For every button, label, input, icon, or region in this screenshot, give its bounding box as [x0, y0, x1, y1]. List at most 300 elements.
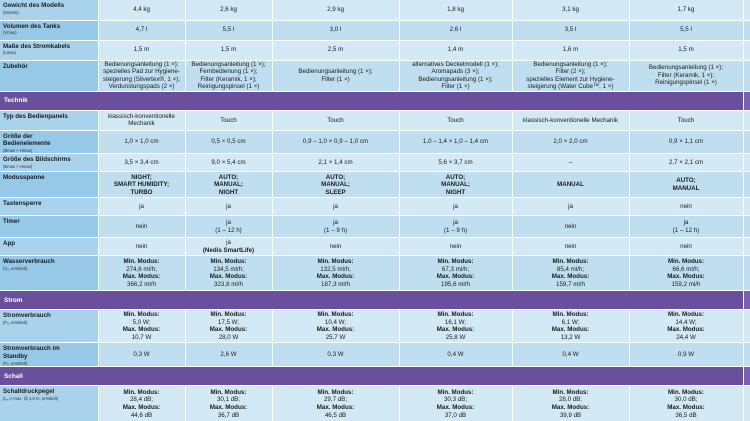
cell-text-line: 3,1 kg: [562, 5, 579, 13]
table-cell: [272, 238, 399, 256]
table-cell: [98, 154, 185, 172]
cell-text-line: Min. Modus:: [210, 388, 247, 396]
cell-text-line: 1,0 × 1,0 cm: [124, 138, 159, 146]
table-cell: [185, 60, 272, 91]
cell-text-line: 5,5 l: [680, 26, 692, 34]
cell-text-line: Größe der: [3, 132, 33, 140]
cell-text-line: 29,7 dB;: [323, 396, 348, 404]
cell-text-line: 2,6 l: [449, 26, 462, 34]
cell-text-line: 1,8 kg: [447, 5, 464, 13]
cell-text-line: Min. Modus:: [437, 388, 474, 396]
row-label-text: [3, 23, 60, 30]
right-edge-cell: [743, 343, 750, 367]
row-label: [0, 60, 98, 91]
table-cell: [272, 60, 399, 91]
table-row: [0, 238, 750, 256]
cell-text-line: steigerung (Water Cube™, 1 ×): [527, 83, 614, 91]
cell-text-line: Max. Modus:: [551, 273, 590, 281]
table-cell: [629, 198, 743, 216]
table-row: [0, 110, 750, 130]
table-cell: [629, 40, 743, 60]
table-cell: [512, 110, 629, 130]
row-label: [0, 40, 98, 60]
table-cell: [629, 110, 743, 130]
table-cell: [629, 310, 743, 343]
cell-text-line: 1,5 m: [220, 46, 237, 54]
cell-text-line: ja: [683, 219, 689, 227]
table-cell: [272, 154, 399, 172]
table-cell: [272, 110, 399, 130]
row-label: [0, 238, 98, 256]
section-title: Strom: [0, 291, 743, 310]
table-cell: [629, 154, 743, 172]
row-label: [0, 20, 98, 40]
cell-text-line: 274,6 ml/h;: [126, 265, 157, 273]
cell-text-line: nein: [680, 243, 692, 251]
cell-text-line: 2,1 × 1,4 cm: [318, 159, 353, 167]
row-label: [0, 0, 98, 20]
cell-text-line: 3,0 l: [329, 26, 342, 34]
cell-text-line: Min. Modus:: [552, 311, 589, 319]
table-cell: [98, 386, 185, 421]
table-row: [0, 20, 750, 40]
table-cell: [512, 130, 629, 154]
table-cell: [98, 60, 185, 91]
cell-text-line: 85,4 ml/h;: [556, 265, 585, 273]
row-label-unit: (Bmax × Hmax): [3, 164, 33, 170]
table-cell: [98, 343, 185, 367]
cell-text-line: 0,4 W: [447, 351, 464, 359]
cell-text-line: Min. Modus:: [437, 258, 474, 266]
cell-text-line: Max. Modus:: [667, 403, 705, 411]
table-cell: [272, 198, 399, 216]
row-label: [0, 386, 98, 421]
cell-text-line: steigerung (Silvertex®, 1 ×);: [103, 75, 180, 83]
row-label: [0, 310, 98, 343]
table-cell: [98, 40, 185, 60]
cell-text-line: Aromapads (3 ×);: [431, 68, 480, 76]
cell-text-line: Min. Modus:: [210, 311, 247, 319]
cell-text-line: Zubehör: [3, 62, 28, 70]
table-row: [0, 172, 750, 198]
table-cell: [272, 130, 399, 154]
cell-text-line: Mechanik: [128, 120, 155, 128]
table-cell: [629, 0, 743, 20]
cell-text-line: Reinigungspinsel (1 ×): [197, 83, 260, 91]
table-row: [0, 256, 750, 291]
cell-text-line: MANUAL;: [214, 181, 243, 189]
cell-text-line: ja: [226, 203, 231, 211]
right-edge-cell: [743, 0, 750, 20]
right-edge-cell: [743, 238, 750, 256]
table-cell: [185, 154, 272, 172]
cell-text-line: App: [3, 240, 16, 248]
table-cell: [512, 238, 629, 256]
cell-text-line: Bedienelemente: [3, 140, 51, 148]
table-cell: [399, 20, 512, 40]
cell-text-line: 10,7 W: [131, 334, 152, 342]
table-cell: [272, 172, 399, 198]
cell-text-line: spezielles Element zur Hygiene-: [526, 75, 615, 83]
right-edge-cell: [743, 130, 750, 154]
cell-text-line: Modusspanne: [3, 174, 45, 182]
cell-text-line: 0,9 × 1,1 cm: [668, 138, 704, 146]
cell-text-line: (1 – 9 h): [443, 226, 468, 234]
row-label-unit: (Pₒ, ermittelt): [3, 320, 28, 326]
cell-text-line: SMART HUMIDITY;: [113, 181, 170, 189]
table-cell: [629, 343, 743, 367]
cell-text-line: 28,0 W: [218, 334, 239, 342]
row-label-text: [3, 258, 55, 265]
table-cell: [272, 386, 399, 421]
right-edge-cell: [743, 154, 750, 172]
row-label-text: [3, 63, 28, 70]
cell-text-line: 13,2 W: [560, 334, 581, 342]
table-cell: [512, 343, 629, 367]
right-edge-cell: [743, 310, 750, 343]
table-cell: [512, 0, 629, 20]
section-header-row: [0, 367, 750, 386]
cell-text-line: Max. Modus:: [316, 273, 355, 281]
row-label: [0, 130, 98, 154]
row-label-text: [3, 218, 20, 225]
cell-text-line: Min. Modus:: [317, 311, 354, 319]
section-title: Technik: [0, 91, 743, 110]
right-edge-cell: [743, 256, 750, 291]
cell-text-line: TURBO: [130, 188, 153, 196]
row-label-text: [3, 174, 45, 181]
table-cell: [272, 310, 399, 343]
section-header-row: [0, 291, 750, 310]
cell-text-line: AUTO;: [445, 173, 466, 181]
right-edge-cell: [743, 20, 750, 40]
table-cell: [185, 40, 272, 60]
row-label-text: [3, 388, 54, 395]
cell-text-line: nein: [135, 223, 148, 231]
cell-text-line: spezielles Pad zur Hygiene-: [103, 68, 180, 76]
cell-text-line: Min. Modus:: [317, 258, 354, 266]
table-cell: [512, 198, 629, 216]
table-cell: [98, 172, 185, 198]
cell-text-line: ja: [568, 203, 573, 211]
table-cell: [185, 343, 272, 367]
table-cell: [512, 172, 629, 198]
cell-text-line: Touch: [220, 116, 237, 124]
cell-text-line: Min. Modus:: [123, 311, 160, 319]
cell-text-line: nein: [564, 243, 577, 251]
cell-text-line: Min. Modus:: [667, 388, 705, 396]
cell-text-line: Volumen des Tanks: [3, 22, 61, 30]
cell-text-line: (1 – 9 h): [323, 226, 348, 234]
cell-text-line: Max. Modus:: [209, 273, 248, 281]
cell-text-line: 25,7 W: [325, 334, 346, 342]
cell-text-line: Max. Modus:: [436, 326, 475, 334]
cell-text-line: 159,7 ml/h: [556, 281, 585, 289]
cell-text-line: 5,6 × 3,7 cm: [438, 159, 473, 167]
table-cell: [98, 198, 185, 216]
table-cell: [272, 343, 399, 367]
row-label: [0, 110, 98, 130]
cell-text-line: 1,5 m: [678, 46, 694, 54]
row-label-unit: (Lmax): [3, 50, 17, 56]
cell-text-line: 39,9 dB: [559, 411, 582, 419]
cell-text-line: Verdunstungspads (2 ×): [108, 83, 175, 91]
cell-text-line: NIGHT: [218, 188, 239, 196]
cell-text-line: nein: [564, 223, 577, 231]
right-edge-cell: [743, 216, 750, 238]
row-label-text: [3, 133, 50, 148]
cell-text-line: 36,7 dB: [217, 411, 240, 419]
cell-text-line: ja: [453, 203, 458, 211]
cell-text-line: Min. Modus:: [210, 258, 247, 266]
cell-text-line: 30,0 dB;: [674, 396, 698, 404]
table-cell: [512, 40, 629, 60]
cell-text-line: Max. Modus:: [209, 326, 248, 334]
cell-text-line: AUTO;: [676, 177, 696, 185]
section-header-row: [0, 91, 750, 110]
cell-text-line: Tastensperre: [3, 200, 42, 208]
row-label-text: [3, 43, 70, 50]
cell-text-line: 0,3 W: [133, 351, 150, 359]
cell-text-line: Wasserverbrauch: [3, 258, 55, 266]
table-cell: [629, 130, 743, 154]
row-label: [0, 216, 98, 238]
cell-text-line: 30,1 dB;: [216, 396, 241, 404]
row-label-text: [3, 312, 51, 319]
table-row: [0, 130, 750, 154]
section-title: Schall: [0, 367, 743, 386]
row-label-text: [3, 200, 41, 207]
cell-text-line: 24,4 W: [676, 334, 696, 342]
cell-text-line: Stromverbrauch: [3, 312, 51, 320]
cell-text-line: 323,8 ml/h: [214, 281, 243, 289]
cell-text-line: 28,0 dB;: [558, 396, 583, 404]
table-cell: [185, 386, 272, 421]
cell-text-line: Max. Modus:: [122, 326, 161, 334]
row-label: [0, 343, 98, 367]
cell-text-line: MANUAL: [672, 184, 700, 192]
table-cell: [629, 216, 743, 238]
cell-text-line: (Nedis SmartLife): [202, 246, 255, 254]
table-cell: [399, 310, 512, 343]
row-label-text: [3, 113, 68, 120]
cell-text-line: nein: [680, 203, 692, 211]
cell-text-line: MANUAL;: [321, 181, 350, 189]
cell-text-line: 0,5 × 0,5 cm: [211, 138, 246, 146]
cell-text-line: 1,5 m: [133, 46, 150, 54]
cell-text-line: MANUAL: [557, 181, 584, 189]
cell-text-line: AUTO;: [325, 173, 346, 181]
table-cell: [98, 216, 185, 238]
table-cell: [512, 60, 629, 91]
right-edge-cell: [743, 198, 750, 216]
cell-text-line: 66,6 ml/h;: [672, 265, 700, 273]
cell-text-line: Min. Modus:: [552, 258, 589, 266]
cell-text-line: Max. Modus:: [316, 326, 355, 334]
cell-text-line: klassisch-konventionelle: [108, 112, 175, 120]
table-cell: [512, 216, 629, 238]
row-label-unit: (Mnetto): [3, 9, 19, 15]
table-cell: [272, 216, 399, 238]
table-cell: [629, 20, 743, 40]
cell-text-line: NIGHT;: [131, 173, 152, 181]
cell-text-line: 2,0 × 2,0 cm: [553, 138, 588, 146]
cell-text-line: 2,9 kg: [327, 5, 344, 13]
table-row: [0, 310, 750, 343]
table-cell: [512, 386, 629, 421]
cell-text-line: (1 – 12 h): [215, 226, 242, 234]
cell-text-line: ja: [333, 203, 338, 211]
table-cell: [629, 60, 743, 91]
table-cell: [399, 60, 512, 91]
cell-text-line: 1,6 m: [562, 46, 579, 54]
cell-text-line: NIGHT: [445, 188, 466, 196]
table-cell: [185, 0, 272, 20]
section-edge-strip: [743, 291, 750, 310]
table-cell: [185, 256, 272, 291]
table-row: [0, 154, 750, 172]
cell-text-line: 2,6 W: [220, 351, 237, 359]
cell-text-line: 30,3 dB;: [443, 396, 468, 404]
cell-text-line: Min. Modus:: [437, 311, 474, 319]
cell-text-line: Max. Modus:: [209, 403, 248, 411]
cell-text-line: –: [568, 159, 573, 167]
table-row: [0, 198, 750, 216]
cell-text-line: ja: [333, 219, 338, 227]
cell-text-line: Touch: [447, 116, 464, 124]
cell-text-line: Min. Modus:: [667, 311, 705, 319]
table-cell: [185, 238, 272, 256]
cell-text-line: 25,8 W: [445, 334, 466, 342]
cell-text-line: 4,7 l: [135, 26, 148, 34]
table-cell: [399, 343, 512, 367]
table-cell: [399, 216, 512, 238]
cell-text-line: 2,6 kg: [220, 5, 237, 13]
row-label: [0, 198, 98, 216]
row-label-unit: (Pₒ, ermittelt): [3, 360, 28, 366]
table-cell: [272, 256, 399, 291]
table-cell: [399, 238, 512, 256]
table-cell: [512, 154, 629, 172]
cell-text-line: Max. Modus:: [316, 403, 355, 411]
cell-text-line: Typ des Bedienpanels: [3, 112, 68, 120]
row-label: [0, 154, 98, 172]
cell-text-line: 0,4 W: [562, 351, 579, 359]
cell-text-line: Max. Modus:: [122, 273, 161, 281]
table-cell: [272, 20, 399, 40]
cell-text-line: Max. Modus:: [436, 273, 475, 281]
row-label-unit: (Vmax): [3, 30, 17, 36]
table-cell: [98, 110, 185, 130]
table-cell: [629, 238, 743, 256]
cell-text-line: Reinigungspinsel (1 ×): [655, 79, 717, 87]
cell-text-line: Touch: [327, 116, 344, 124]
table-cell: [512, 256, 629, 291]
cell-text-line: ja: [226, 219, 231, 227]
table-cell: [399, 256, 512, 291]
table-cell: [98, 0, 185, 20]
table-cell: [98, 130, 185, 154]
section-edge-strip: [743, 367, 750, 386]
cell-text-line: alternatives Deckelmodell (1 ×);: [412, 60, 499, 68]
cell-text-line: klassisch-konventionelle Mechanik: [523, 116, 618, 124]
right-edge-cell: [743, 60, 750, 91]
cell-text-line: 132,5 ml/h;: [320, 265, 351, 273]
cell-text-line: 1,7 kg: [677, 5, 695, 13]
cell-text-line: 14,4 W;: [675, 318, 697, 326]
cell-text-line: 195,6 ml/h: [441, 281, 470, 289]
table-cell: [399, 130, 512, 154]
cell-text-line: Stromverbrauch im: [3, 345, 60, 353]
table-cell: [629, 386, 743, 421]
cell-text-line: Bedienungsanleitung (1 ×);: [533, 60, 608, 68]
cell-text-line: 134,5 ml/h;: [213, 265, 244, 273]
cell-text-line: 3,5 × 3,4 cm: [124, 159, 159, 167]
table-cell: [399, 0, 512, 20]
cell-text-line: Min. Modus:: [552, 388, 589, 396]
table-row: [0, 343, 750, 367]
cell-text-line: 0,3 W: [327, 351, 344, 359]
cell-text-line: Max. Modus:: [667, 273, 705, 281]
table-cell: [399, 154, 512, 172]
cell-text-line: Max. Modus:: [436, 403, 475, 411]
cell-text-line: Schalldruckpegel: [3, 388, 55, 396]
cell-text-line: nein: [329, 243, 342, 251]
cell-text-line: Filter (2 ×);: [555, 68, 586, 76]
row-label-text: [3, 345, 60, 360]
table-cell: [98, 20, 185, 40]
cell-text-line: 37,0 dB: [444, 411, 467, 419]
cell-text-line: 366,2 ml/h: [127, 281, 156, 289]
cell-text-line: Max. Modus:: [667, 326, 705, 334]
cell-text-line: ja: [139, 203, 144, 211]
right-edge-cell: [743, 110, 750, 130]
cell-text-line: Bedienungsanleitung (1 ×);: [648, 64, 724, 72]
table-cell: [185, 310, 272, 343]
cell-text-line: Min. Modus:: [317, 388, 354, 396]
cell-text-line: Filter (Keramik, 1 ×);: [200, 75, 257, 83]
cell-text-line: (1 – 12 h): [672, 226, 700, 234]
cell-text-line: nein: [449, 243, 462, 251]
cell-text-line: Bedienungsanleitung (1 ×);: [418, 75, 493, 83]
cell-text-line: MANUAL;: [441, 181, 470, 189]
cell-text-line: Filter (1 ×): [321, 75, 350, 83]
cell-text-line: Max. Modus:: [122, 403, 161, 411]
section-edge-strip: [743, 91, 750, 110]
table-row: [0, 216, 750, 238]
table-row: [0, 0, 750, 20]
cell-text-line: 187,3 ml/h: [321, 281, 350, 289]
cell-text-line: 2,5 m: [327, 46, 344, 54]
cell-text-line: Max. Modus:: [551, 326, 590, 334]
table-cell: [185, 198, 272, 216]
row-label: [0, 172, 98, 198]
cell-text-line: Filter (Keramik, 1 ×);: [657, 71, 715, 79]
table-cell: [98, 256, 185, 291]
table-cell: [512, 20, 629, 40]
cell-text-line: Touch: [677, 116, 695, 124]
cell-text-line: 67,3 ml/h;: [441, 265, 470, 273]
cell-text-line: Bedienungsanleitung (1 ×);: [191, 60, 266, 68]
table-cell: [629, 172, 743, 198]
cell-text-line: 9,0 × 5,4 cm: [211, 159, 246, 167]
cell-text-line: Min. Modus:: [123, 258, 160, 266]
cell-text-line: nein: [135, 243, 148, 251]
cell-text-line: Gewicht des Modells: [3, 2, 65, 9]
table-cell: [272, 40, 399, 60]
cell-text-line: AUTO;: [218, 173, 239, 181]
table-cell: [185, 110, 272, 130]
